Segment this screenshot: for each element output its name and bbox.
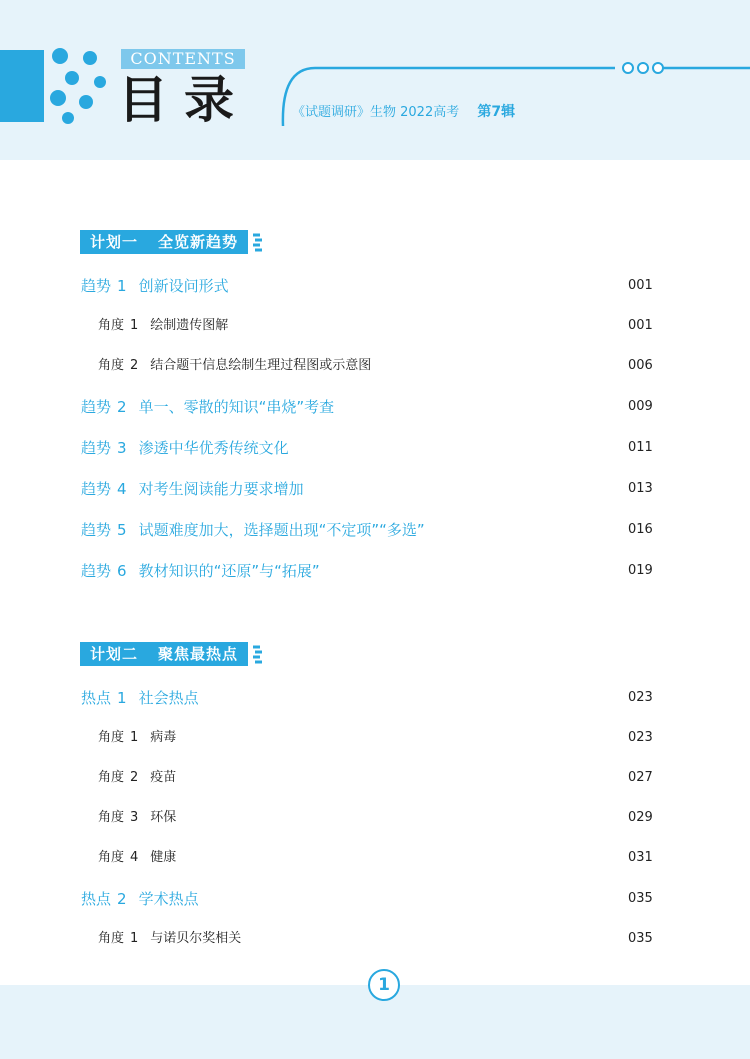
page-title: 目录 bbox=[118, 71, 250, 129]
toc-entry[interactable] bbox=[0, 806, 750, 830]
toc-entry-prefix: 角度 bbox=[98, 770, 125, 785]
toc-entry-page: 001 bbox=[628, 278, 653, 293]
section-plan: 计划二 bbox=[90, 645, 139, 663]
toc-entry-number: 4 bbox=[130, 850, 139, 865]
header-subtitle bbox=[292, 101, 515, 121]
contents-banner: CONTENTS bbox=[121, 49, 245, 69]
toc-entry-prefix: 角度 bbox=[98, 730, 125, 745]
issue-number: 第7辑 bbox=[477, 104, 516, 120]
toc-entry-page: 019 bbox=[628, 563, 653, 578]
toc-entry[interactable] bbox=[0, 726, 750, 750]
toc-entry-label bbox=[98, 726, 176, 750]
toc-entry-label bbox=[98, 766, 176, 790]
toc-entry-title: 渗透中华优秀传统文化 bbox=[138, 439, 289, 457]
toc-entry-title: 试题难度加大，选择题出现“不定项”“多选” bbox=[138, 521, 425, 539]
toc-entry-page: 016 bbox=[628, 522, 653, 537]
toc-entry-page: 027 bbox=[628, 770, 653, 785]
toc-entry-title: 健康 bbox=[150, 850, 177, 865]
toc-entry-page: 029 bbox=[628, 810, 653, 825]
toc-entry-number: 3 bbox=[130, 810, 139, 825]
journal-title: 《试题调研》生物 2022高考 bbox=[292, 105, 460, 120]
toc-entry-title: 与诺贝尔奖相关 bbox=[150, 931, 242, 946]
toc-entry-title: 绘制遗传图解 bbox=[150, 318, 229, 333]
toc-entry[interactable] bbox=[0, 395, 750, 419]
toc-entry[interactable] bbox=[0, 518, 750, 542]
toc-entry-label bbox=[81, 274, 229, 298]
toc-entry[interactable] bbox=[0, 927, 750, 951]
toc-entry-label bbox=[81, 686, 199, 710]
toc-entry-page: 006 bbox=[628, 358, 653, 373]
logo-bar bbox=[0, 50, 44, 122]
dot-cluster-icon bbox=[44, 46, 114, 126]
toc-entry[interactable] bbox=[0, 477, 750, 501]
toc-entry-prefix: 角度 bbox=[98, 850, 125, 865]
toc-entry-label bbox=[98, 846, 176, 870]
toc-entry[interactable] bbox=[0, 686, 750, 710]
toc-entry-number: 1 bbox=[130, 318, 139, 333]
toc-entry-prefix: 角度 bbox=[98, 358, 125, 373]
toc-entry-label bbox=[81, 395, 334, 419]
section-marker-icon bbox=[252, 644, 264, 664]
toc-entry-title: 单一、零散的知识“串烧”考查 bbox=[138, 398, 335, 416]
toc-entry-label bbox=[98, 927, 241, 951]
toc-entry-prefix: 趋势 bbox=[81, 521, 112, 539]
toc-entry-number: 4 bbox=[117, 480, 127, 498]
toc-entry-prefix: 趋势 bbox=[81, 398, 112, 416]
toc-entry-prefix: 角度 bbox=[98, 810, 125, 825]
toc-entry-page: 009 bbox=[628, 399, 653, 414]
toc-entry-label bbox=[81, 559, 320, 583]
toc-entry-page: 035 bbox=[628, 891, 653, 906]
toc-entry[interactable] bbox=[0, 274, 750, 298]
toc-entry[interactable] bbox=[0, 887, 750, 911]
toc-entry-title: 教材知识的“还原”与“拓展” bbox=[138, 562, 320, 580]
toc-entry-number: 1 bbox=[130, 730, 139, 745]
toc-entry-number: 5 bbox=[117, 521, 127, 539]
toc-entry[interactable] bbox=[0, 559, 750, 583]
toc-entry-title: 环保 bbox=[150, 810, 177, 825]
toc-entry-label bbox=[81, 436, 289, 460]
section-label bbox=[80, 230, 248, 254]
toc-entry[interactable] bbox=[0, 436, 750, 460]
toc-entry-prefix: 角度 bbox=[98, 931, 125, 946]
toc-entry[interactable] bbox=[0, 846, 750, 870]
toc-entry-label bbox=[98, 806, 176, 830]
section-plan: 计划一 bbox=[90, 233, 139, 251]
section-label bbox=[80, 642, 248, 666]
toc-entry-number: 3 bbox=[117, 439, 127, 457]
toc-entry-number: 1 bbox=[130, 931, 139, 946]
toc-entry-page: 023 bbox=[628, 730, 653, 745]
toc-entry-page: 023 bbox=[628, 690, 653, 705]
toc-entry-title: 对考生阅读能力要求增加 bbox=[138, 480, 304, 498]
toc-entry-label bbox=[98, 314, 228, 338]
section-marker-icon bbox=[252, 232, 264, 252]
toc-entry-number: 2 bbox=[130, 358, 139, 373]
toc-entry-title: 学术热点 bbox=[138, 890, 199, 908]
toc-entry-title: 结合题干信息绘制生理过程图或示意图 bbox=[150, 358, 372, 373]
toc-entry-number: 1 bbox=[117, 689, 127, 707]
toc-entry-page: 001 bbox=[628, 318, 653, 333]
toc-entry-prefix: 角度 bbox=[98, 318, 125, 333]
toc-entry-page: 031 bbox=[628, 850, 653, 865]
toc-entry-label bbox=[81, 887, 199, 911]
toc-entry-prefix: 热点 bbox=[81, 890, 112, 908]
section-name: 全览新趋势 bbox=[158, 233, 239, 251]
toc-entry-prefix: 趋势 bbox=[81, 480, 112, 498]
toc-entry-title: 创新设问形式 bbox=[138, 277, 229, 295]
toc-entry[interactable] bbox=[0, 314, 750, 338]
toc-entry-label bbox=[98, 354, 371, 378]
toc-entry-label bbox=[81, 518, 425, 542]
page-number: 1 bbox=[368, 969, 400, 1001]
toc-entry-title: 社会热点 bbox=[138, 689, 199, 707]
toc-entry-page: 035 bbox=[628, 931, 653, 946]
toc-entry[interactable] bbox=[0, 766, 750, 790]
toc-entry-number: 1 bbox=[117, 277, 127, 295]
toc-entry-prefix: 趋势 bbox=[81, 562, 112, 580]
toc-entry-title: 疫苗 bbox=[150, 770, 177, 785]
toc-entry-title: 病毒 bbox=[150, 730, 177, 745]
toc-entry-prefix: 趋势 bbox=[81, 277, 112, 295]
toc-entry-number: 6 bbox=[117, 562, 127, 580]
toc-entry[interactable] bbox=[0, 354, 750, 378]
toc-entry-page: 013 bbox=[628, 481, 653, 496]
toc-entry-number: 2 bbox=[117, 398, 127, 416]
toc-entry-page: 011 bbox=[628, 440, 653, 455]
toc-entry-label bbox=[81, 477, 304, 501]
toc-entry-prefix: 热点 bbox=[81, 689, 112, 707]
toc-entry-number: 2 bbox=[130, 770, 139, 785]
toc-entry-prefix: 趋势 bbox=[81, 439, 112, 457]
toc-entry-number: 2 bbox=[117, 890, 127, 908]
section-name: 聚焦最热点 bbox=[158, 645, 239, 663]
